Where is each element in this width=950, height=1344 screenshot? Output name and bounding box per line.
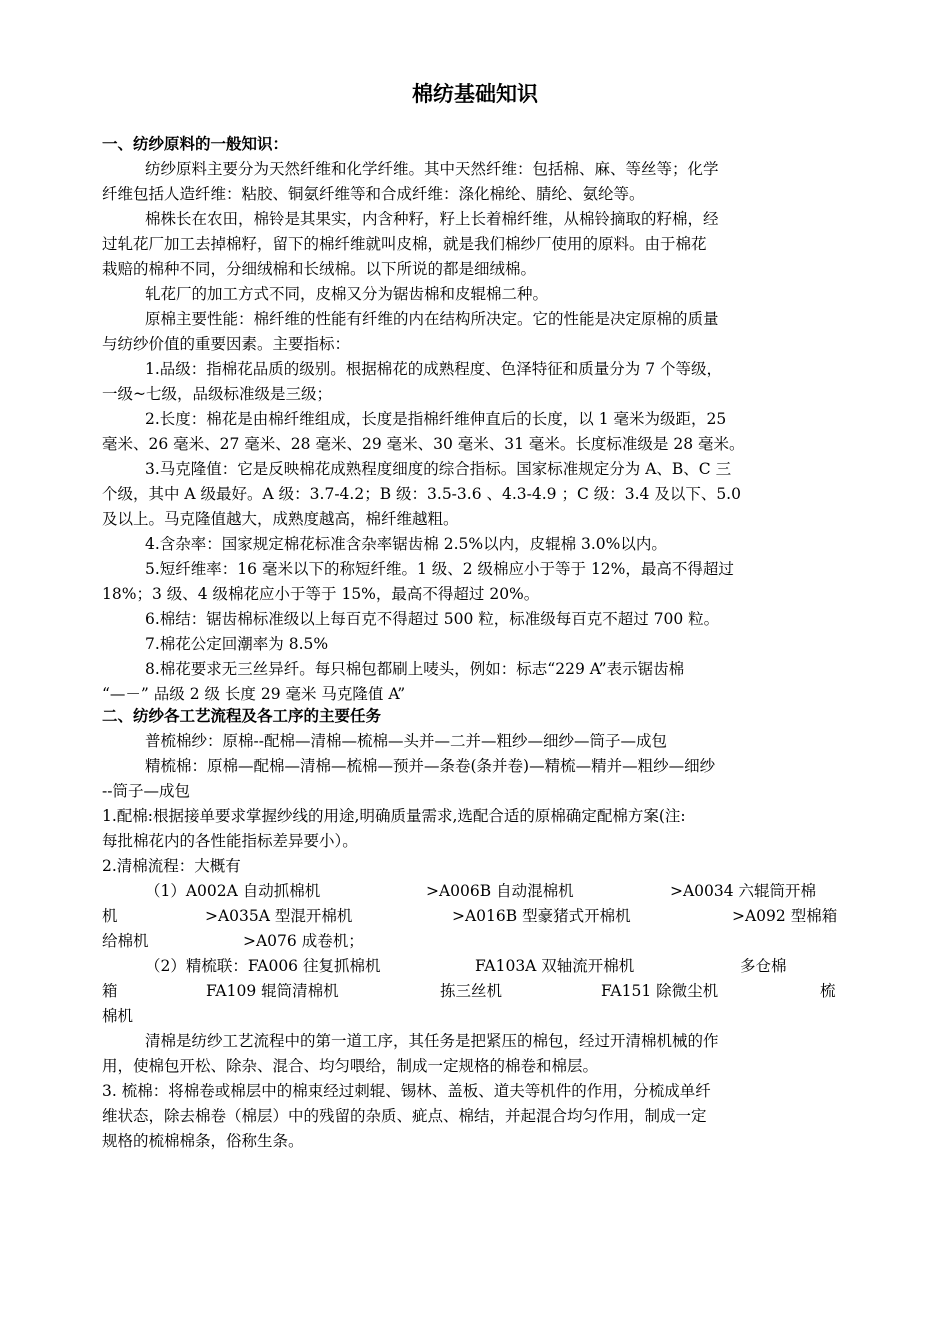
text-segment: FA103A 双轴流开棉机 (475, 957, 635, 975)
text-line (0, 257, 950, 282)
text-line (0, 607, 950, 632)
text-line (0, 1129, 950, 1154)
text-line (0, 1054, 950, 1079)
text-segment: 纤维包括人造纤维：粘胶、铜氨纤维等和合成纤维：涤化棉纶、腈纶、氨纶等。 (102, 185, 645, 203)
text-segment: 精梳棉：原棉—配棉—清棉—梳棉—预并—条卷(条并卷)—精梳—精并—粗纱—细纱 (145, 757, 716, 775)
text-line (0, 929, 950, 954)
text-line (0, 804, 950, 829)
text-segment: >A016B 型豪猪式开棉机 (452, 907, 631, 925)
text-line (0, 482, 950, 507)
text-line (0, 357, 950, 382)
text-line (0, 407, 950, 432)
text-segment: 棉株长在农田，棉铃是其果实，内含种籽，籽上长着棉纤维，从棉铃摘取的籽棉，经 (145, 210, 719, 228)
text-line (0, 457, 950, 482)
text-line (0, 754, 950, 779)
text-segment: 栽赔的棉种不同，分细绒棉和长绒棉。以下所说的都是细绒棉。 (102, 260, 537, 278)
text-segment: 给棉机 (102, 932, 149, 950)
text-line (0, 332, 950, 357)
section-heading: 一、纺纱原料的一般知识： (102, 135, 289, 153)
section-heading: 二、纺纱各工艺流程及各工序的主要任务 (102, 707, 382, 725)
text-line (0, 879, 950, 904)
text-segment: 轧花厂的加工方式不同，皮棉又分为锯齿棉和皮辊棉二种。 (145, 285, 549, 303)
text-line (0, 307, 950, 332)
text-line (0, 779, 950, 804)
text-line (0, 132, 950, 157)
text-segment: 2.清棉流程：大概有 (102, 857, 241, 875)
text-line (0, 1029, 950, 1054)
text-segment: 18%；3 级、4 级棉花应小于等于 15%，最高不得超过 20%。 (102, 585, 540, 603)
text-line (0, 532, 950, 557)
text-segment: --筒子—成包 (102, 782, 190, 800)
text-segment: 4.含杂率：国家规定棉花标准含杂率锯齿棉 2.5%以内，皮辊棉 3.0%以内。 (145, 535, 667, 553)
text-line (0, 704, 950, 729)
text-segment: “—－” 品级 2 级 长度 29 毫米 马克隆值 A” (102, 685, 406, 703)
text-segment: 3. 梳棉：将棉卷或棉层中的棉束经过刺辊、锡林、盖板、道夫等机件的作用，分梳成单纤 (102, 1082, 711, 1100)
text-segment: 与纺纱价值的重要因素。主要指标： (102, 335, 351, 353)
text-segment: 2.长度：棉花是由棉纤维组成，长度是指棉纤维伸直后的长度，以 1 毫米为级距，25 (145, 410, 727, 428)
text-segment: 6.棉结：锯齿棉标准级以上每百克不得超过 500 粒，标准级每百克不超过 700 粒。 (145, 610, 720, 628)
text-segment: 1.品级：指棉花品质的级别。根据棉花的成熟程度、色泽特征和质量分为 7 个等级， (145, 360, 723, 378)
text-line (0, 979, 950, 1004)
text-segment: 规格的梳棉棉条，俗称生条。 (102, 1132, 304, 1150)
text-line (0, 829, 950, 854)
text-line (0, 729, 950, 754)
text-segment: 及以上。马克隆值越大，成熟度越高，棉纤维越粗。 (102, 510, 459, 528)
text-segment: 棉机 (102, 1007, 134, 1025)
text-segment: 3.马克隆值：它是反映棉花成熟程度细度的综合指标。国家标准规定分为 A、B、C 三 (145, 460, 732, 478)
text-line (0, 182, 950, 207)
text-line (0, 854, 950, 879)
text-line (0, 954, 950, 979)
text-segment: 普梳棉纱：原棉--配棉—清棉—梳棉—头并—二并—粗纱—细纱—筒子—成包 (145, 732, 667, 750)
text-line (0, 507, 950, 532)
text-line (0, 432, 950, 457)
text-segment: >A092 型棉箱 (732, 907, 838, 925)
text-segment: （1）A002A 自动抓棉机 (145, 882, 321, 900)
text-line (0, 582, 950, 607)
text-segment: 一级~七级，品级标准级是三级； (102, 385, 332, 403)
text-line (0, 1004, 950, 1029)
text-segment: >A0034 六辊筒开棉 (670, 882, 817, 900)
text-segment: 8.棉花要求无三丝异纤。每只棉包都刷上唛头，例如：标志“229 A”表示锯齿棉 (145, 660, 685, 678)
text-segment: 个级，其中 A 级最好。A 级：3.7-4.2；B 级：3.5-3.6 、4.3-4.9 ；C 级：3.4 及以下、5.0 (102, 485, 741, 503)
text-segment: >A035A 型混开棉机 (205, 907, 353, 925)
text-segment: FA151 除微尘机 (601, 982, 719, 1000)
text-segment: 过轧花厂加工去掉棉籽，留下的棉纤维就叫皮棉，就是我们棉纱厂使用的原料。由于棉花 (102, 235, 707, 253)
text-line (0, 1079, 950, 1104)
text-line (0, 382, 950, 407)
text-segment: （2）精梳联：FA006 往复抓棉机 (145, 957, 381, 975)
text-segment: 每批棉花内的各性能指标差异要小）。 (102, 832, 358, 850)
text-segment: 1.配棉:根据接单要求掌握纱线的用途,明确质量需求,选配合适的原棉确定配棉方案(注: (102, 807, 686, 825)
text-line (0, 157, 950, 182)
text-line (0, 207, 950, 232)
text-segment: 原棉主要性能：棉纤维的性能有纤维的内在结构所决定。它的性能是决定原棉的质量 (145, 310, 719, 328)
text-line (0, 904, 950, 929)
text-segment: 维状态，除去棉卷（棉层）中的残留的杂质、疵点、棉结，并起混合均匀作用，制成一定 (102, 1107, 707, 1125)
page-title: 棉纺基础知识 (412, 82, 538, 106)
text-line (0, 232, 950, 257)
text-line (0, 657, 950, 682)
text-segment: FA109 辊筒清棉机 (206, 982, 339, 1000)
text-line (0, 282, 950, 307)
text-segment: >A006B 自动混棉机 (426, 882, 574, 900)
text-segment: 多仓棉 (740, 957, 787, 975)
text-segment: 机 (102, 907, 118, 925)
text-line (0, 632, 950, 657)
text-segment: 拣三丝机 (440, 982, 503, 1000)
text-segment: 梳 (820, 982, 836, 1000)
text-segment: 纺纱原料主要分为天然纤维和化学纤维。其中天然纤维：包括棉、麻、等丝等；化学 (145, 160, 719, 178)
text-segment: 毫米、26 毫米、27 毫米、28 毫米、29 毫米、30 毫米、31 毫米。长度标准级是 28 毫米。 (102, 435, 745, 453)
text-segment: 清棉是纺纱工艺流程中的第一道工序，其任务是把紧压的棉包，经过开清棉机械的作 (145, 1032, 719, 1050)
text-segment: 用，使棉包开松、除杂、混合、均匀喂给，制成一定规格的棉卷和棉层。 (102, 1057, 599, 1075)
text-line (0, 557, 950, 582)
text-line (0, 1104, 950, 1129)
text-segment: 7.棉花公定回潮率为 8.5% (145, 635, 329, 653)
text-segment: >A076 成卷机； (243, 932, 364, 950)
text-segment: 箱 (102, 982, 118, 1000)
text-segment: 5.短纤维率：16 毫米以下的称短纤维。1 级、2 级棉应小于等于 12%，最高不得超过 (145, 560, 734, 578)
